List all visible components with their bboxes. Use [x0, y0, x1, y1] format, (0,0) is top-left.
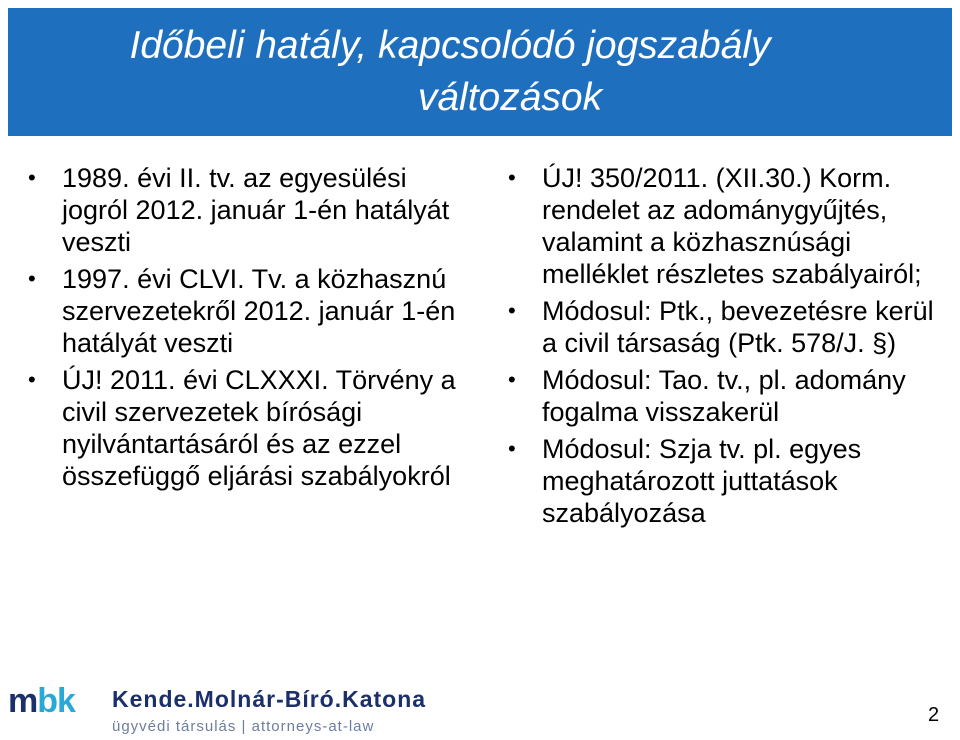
bullet-icon: • [508, 367, 516, 392]
logo-mark-right: bk [37, 682, 75, 720]
bullet-icon: • [508, 298, 516, 323]
right-bullet-text: Módosul: Tao. tv., pl. adomány fogalma visszakerül [542, 365, 906, 427]
right-bullet-item [508, 295, 956, 359]
logo-subtitle: ügyvédi társulás | attorneys-at-law [112, 718, 375, 735]
firm-logo [8, 684, 438, 736]
left-bullet-text: 1997. évi CLVI. Tv. a közhasznú szervezetekről 2012. január 1-én hatályát veszti [62, 264, 456, 358]
logo-mark-icon [8, 684, 75, 718]
bullet-icon: • [508, 165, 516, 190]
right-bullet-text: Módosul: Ptk., bevezetésre kerül a civil társaság (Ptk. 578/J. §) [542, 296, 934, 358]
bullet-icon: • [28, 165, 36, 190]
bullet-icon: • [28, 266, 36, 291]
bullet-icon: • [28, 367, 36, 392]
bullet-icon: • [508, 436, 516, 461]
left-bullet-item [28, 263, 468, 359]
left-bullet-item [28, 364, 468, 492]
left-bullet-text: ÚJ! 2011. évi CLXXXI. Törvény a civil szervezetek bírósági nyilvántartásáról és az ezzel összefüggő eljárási szabályokról [62, 365, 456, 491]
logo-mark-left: m [8, 682, 38, 720]
right-bullet-item [508, 433, 956, 529]
right-bullet-text: ÚJ! 350/2011. (XII.30.) Korm. rendelet az adománygyűjtés, valamint a közhasznúsági melléklet részletes szabályairól; [542, 163, 922, 289]
page-number: 2 [928, 704, 940, 726]
left-bullet-text: 1989. évi II. tv. az egyesülési jogról 2012. január 1-én hatályát veszti [62, 163, 450, 257]
logo-firm-name: Kende.Molnár-Bíró.Katona [112, 686, 427, 712]
left-bullet-item [28, 162, 468, 258]
title-bar [8, 8, 952, 136]
right-bullet-item [508, 364, 956, 428]
right-bullet-item [508, 162, 956, 290]
right-column [508, 162, 956, 534]
right-bullet-text: Módosul: Szja tv. pl. egyes meghatározott juttatások szabályozása [542, 434, 862, 528]
slide-title-line-2: változások [417, 76, 603, 119]
slide-title-line-1: Időbeli hatály, kapcsolódó jogszabály [129, 24, 771, 67]
left-column [28, 162, 468, 497]
